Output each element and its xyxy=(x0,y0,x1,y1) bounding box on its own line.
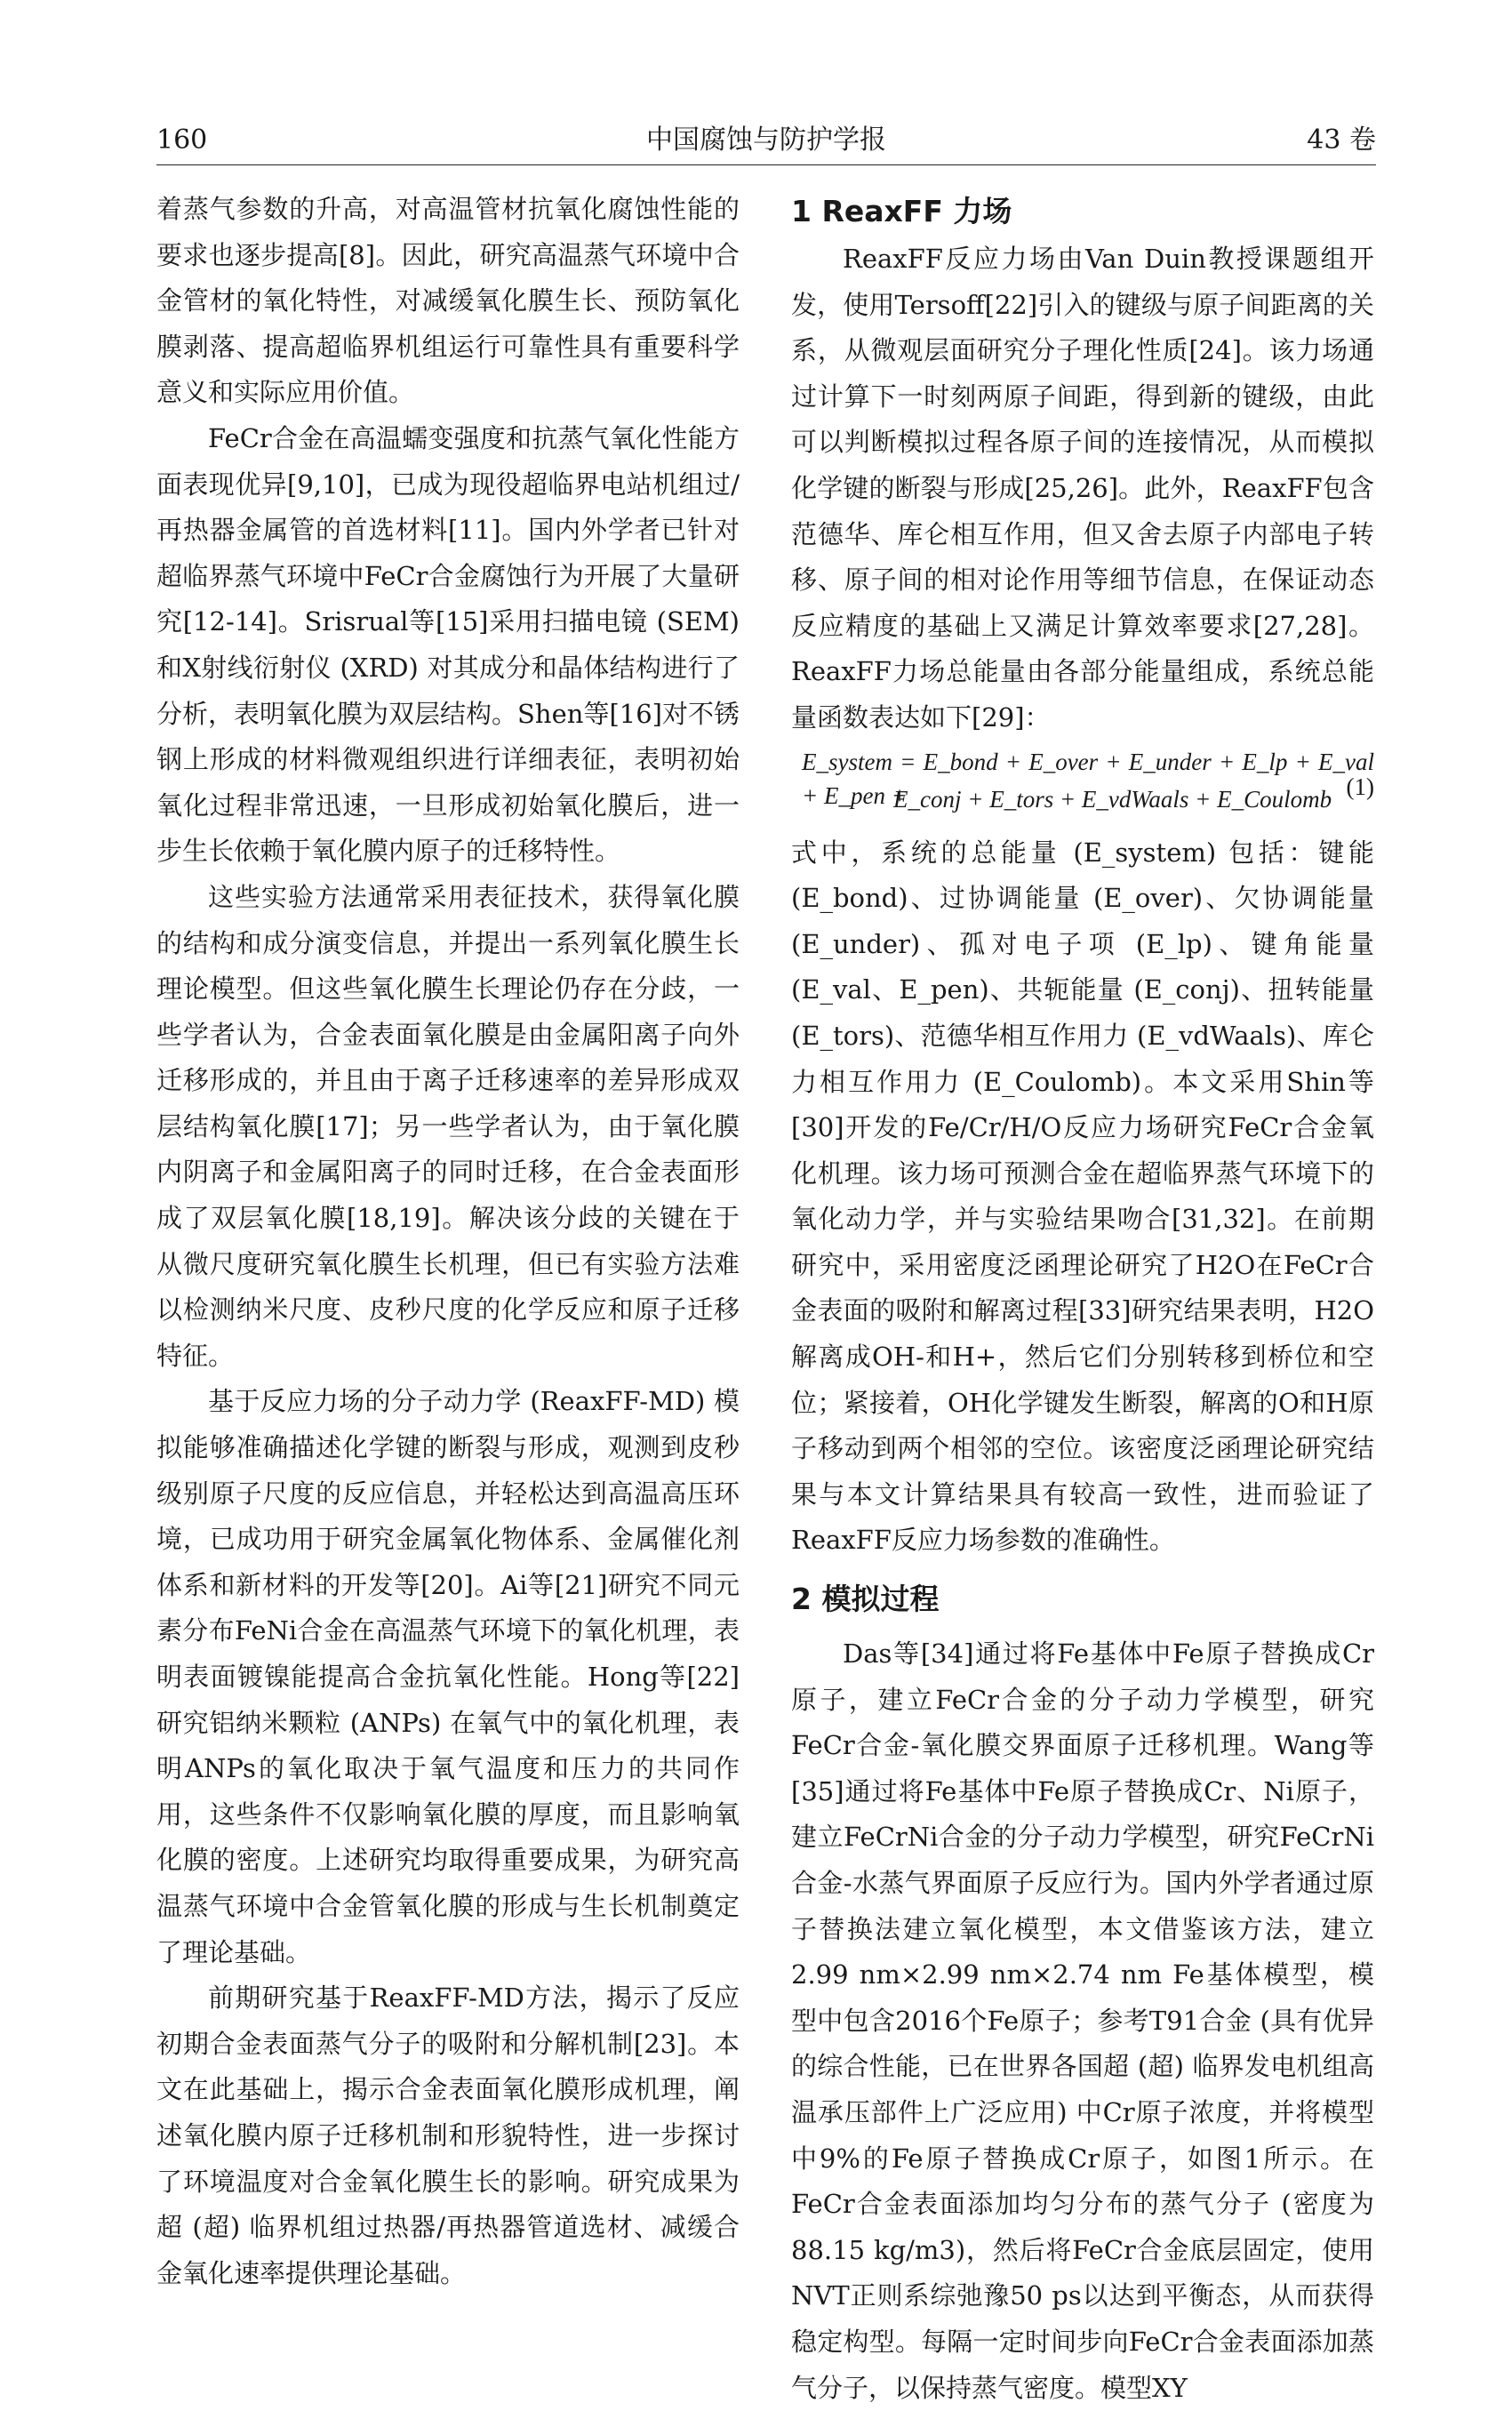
paragraph: 前期研究基于ReaxFF-MD方法，揭示了反应初期合金表面蒸气分子的吸附和分解机制[23]。本文在此基础上，揭示合金表面氧化膜形成机理，阐述氧化膜内原子迁移机制和形貌特性，进一步探讨了环境温度对合金氧化膜生长的影响。研究成果为超 (超) 临界机组过热器/再热器管道选材、减缓合金氧化速率提供理论基础。 xyxy=(156,1982,740,2288)
paragraph: ReaxFF反应力场由Van Duin教授课题组开发，使用Tersoff[22]引入的键级与原子间距离的关系，从微观层面研究分子理化性质[24]。该力场通过计算下一时刻两原子间距，得到新的键级，由此可以判断模拟过程各原子间的连接情况，从而模拟化学键的断裂与形成[25,26]。此外，ReaxFF包含范德华、库仑相互作用，但又舍去原子内部电子转移、原子间的相对论作用等细节信息，在保证动态反应精度的基础上又满足计算效率要求[27,28]。ReaxFF力场总能量由各部分能量组成，系统总能量函数表达如下[29]： xyxy=(791,244,1374,733)
paragraph: 式中，系统的总能量 (E_system) 包括：键能 (E_bond)、过协调能量 (E_over)、欠协调能量 (E_under)、孤对电子项 (E_lp)、键角能量 (E_val、E_pen)、共轭能量 (E_conj)、扭转能量 (E_tors)、范德华相互作用力 (E_vdWaals)、库仑力相互作用力 (E_Coulomb)。本文采用Shin等[30]开发的Fe/Cr/H/O反应力场研究FeCr合金氧化机理。该力场可预测合金在超临界蒸气环境下的氧化动力学，并与实验结果吻合[31,32]。在前期研究中，采用密度泛函理论研究了H2O在FeCr合金表面的吸附和解离过程[33]研究结果表明，H2O解离成OH-和H+，然后它们分别转移到桥位和空位；紧接着，OH化学键发生断裂，解离的O和H原子移动到两个相邻的空位。该密度泛函理论研究结果与本文计算结果具有较高一致性，进而验证了ReaxFF反应力场参数的准确性。 xyxy=(791,837,1374,1556)
journal-title: 中国腐蚀与防护学报 xyxy=(646,124,886,156)
paragraph: 基于反应力场的分子动力学 (ReaxFF-MD) 模拟能够准确描述化学键的断裂与形成，观测到皮秒级别原子尺度的反应信息，并轻松达到高温高压环境，已成功用于研究金属氧化物体系、金属催化剂体系和新材料的开发等[20]。Ai等[21]研究不同元素分布FeNi合金在高温蒸气环境下的氧化机理，表明表面镀镍能提高合金抗氧化性能。Hong等[22]研究铝纳米颗粒 (ANPs) 在氧气中的氧化机理，表明ANPs的氧化取决于氧气温度和压力的共同作用，这些条件不仅影响氧化膜的厚度，而且影响氧化膜的密度。上述研究均取得重要成果，为研究高温蒸气环境中合金管氧化膜的形成与生长机制奠定了理论基础。 xyxy=(156,1386,740,1967)
header-rule xyxy=(156,164,1376,165)
section-heading: 2 模拟过程 xyxy=(791,1582,940,1617)
equation-1 xyxy=(791,745,1374,825)
equation-number: (1) xyxy=(1346,773,1374,800)
volume-label: 43 卷 xyxy=(1307,124,1376,156)
paragraph: 着蒸气参数的升高，对高温管材抗氧化腐蚀性能的要求也逐步提高[8]。因此，研究高温蒸气环境中合金管材的氧化特性，对减缓氧化膜生长、预防氧化膜剥落、提高超临界机组运行可靠性具有重要科学意义和实际应用价值。 xyxy=(156,194,740,408)
page-number: 160 xyxy=(156,124,208,156)
section-heading: 1 ReaxFF 力场 xyxy=(791,194,1012,228)
left-column xyxy=(156,187,740,2296)
right-column xyxy=(791,187,1374,2411)
paragraph: 这些实验方法通常采用表征技术，获得氧化膜的结构和成分演变信息，并提出一系列氧化膜生长理论模型。但这些氧化膜生长理论仍存在分歧，一些学者认为，合金表面氧化膜是由金属阳离子向外迁移形成的，并且由于离子迁移速率的差异形成双层结构氧化膜[17]；另一些学者认为，由于氧化膜内阴离子和金属阳离子的同时迁移，在合金表面形成了双层氧化膜[18,19]。解决该分歧的关键在于从微尺度研究氧化膜生长机理，但已有实验方法难以检测纳米尺度、皮秒尺度的化学反应和原子迁移特征。 xyxy=(156,881,740,1371)
equation-line: E_conj + E_tors + E_vdWaals + E_Coulomb xyxy=(893,785,1332,813)
running-header xyxy=(156,123,1376,158)
paragraph: FeCr合金在高温蠕变强度和抗蒸气氧化性能方面表现优异[9,10]，已成为现役超临界电站机组过/再热器金属管的首选材料[11]。国内外学者已针对超临界蒸气环境中FeCr合金腐蚀行为开展了大量研究[12-14]。Srisrual等[15]采用扫描电镜 (SEM) 和X射线衍射仪 (XRD) 对其成分和晶体结构进行了分析，表明氧化膜为双层结构。Shen等[16]对不锈钢上形成的材料微观组织进行详细表征，表明初始氧化过程非常迅速，一旦形成初始氧化膜后，进一步生长依赖于氧化膜内原子的迁移特性。 xyxy=(156,422,740,867)
equation-line: E_system = E_bond + E_over + E_under + E_lp + E_val + E_pen + xyxy=(802,748,1374,809)
paragraph: Das等[34]通过将Fe基体中Fe原子替换成Cr原子，建立FeCr合金的分子动力学模型，研究FeCr合金-氧化膜交界面原子迁移机理。Wang等[35]通过将Fe基体中Fe原子替换成Cr、Ni原子，建立FeCrNi合金的分子动力学模型，研究FeCrNi合金-水蒸气界面原子反应行为。国内外学者通过原子替换法建立氧化模型，本文借鉴该方法，建立2.99 nm×2.99 nm×2.74 nm Fe基体模型，模型中包含2016个Fe原子；参考T91合金 (具有优异的综合性能，已在世界各国超 (超) 临界发电机组高温承压部件上广泛应用) 中Cr原子浓度，并将模型中9%的Fe原子替换成Cr原子，如图1所示。在FeCr合金表面添加均匀分布的蒸气分子 (密度为88.15 kg/m3)，然后将FeCr合金底层固定，使用NVT正则系综弛豫50 ps以达到平衡态，从而获得稳定构型。每隔一定时间步向FeCr合金表面添加蒸气分子，以保持蒸气密度。模型XY xyxy=(791,1638,1374,2403)
